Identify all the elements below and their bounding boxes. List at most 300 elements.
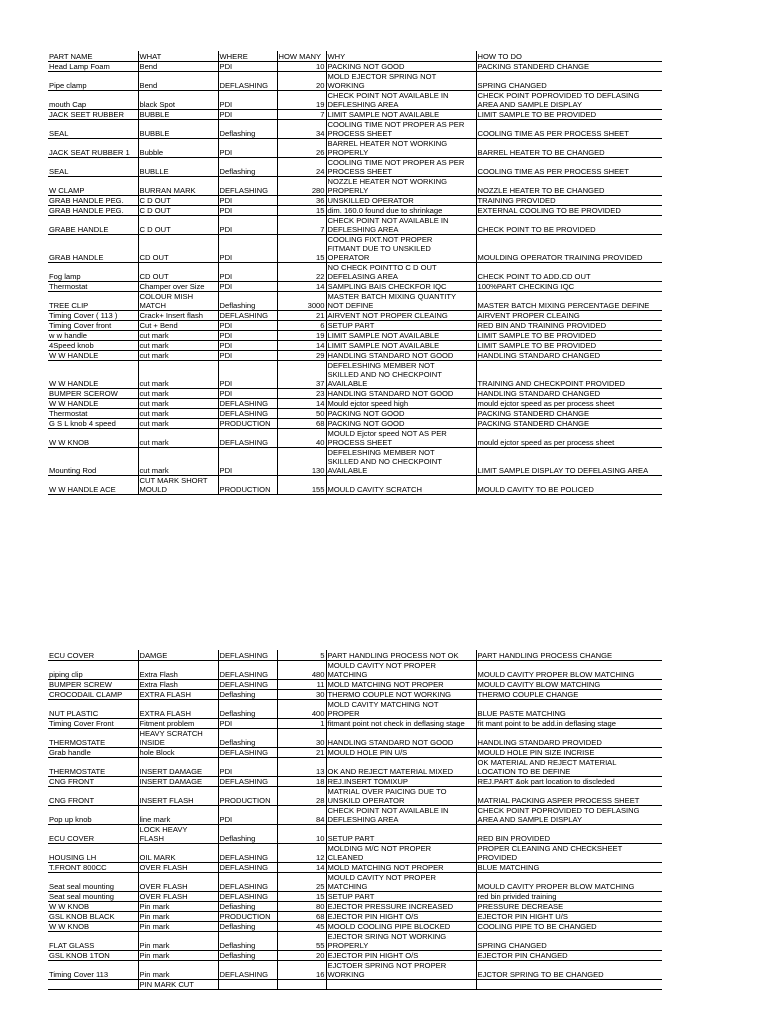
cell-how-to-do — [476, 979, 662, 989]
cell-why: HANDLING STANDARD NOT GOOD — [326, 728, 476, 747]
table-row — [48, 660, 662, 679]
cell-where: DEFLASHING — [218, 776, 277, 786]
cell-how-to-do: LIMIT SAMPLE TO BE PROVIDED — [476, 110, 662, 120]
table-row — [48, 91, 662, 110]
cell-how-many: 55 — [277, 931, 326, 950]
cell-how-many: 45 — [277, 921, 326, 931]
cell-where: DEFLASHING — [218, 650, 277, 660]
cell-how-many: 7 — [277, 110, 326, 120]
cell-what: Bend — [138, 72, 218, 91]
cell-part-name: HOUSING LH — [48, 843, 138, 862]
cell-where: PDI — [218, 361, 277, 389]
table-row — [48, 216, 662, 235]
cell-why: NO CHECK POINTTO C D OUT DEFELASING AREA — [326, 263, 476, 282]
cell-why: THERMO COUPLE NOT WORKING — [326, 689, 476, 699]
cell-why: CHECK POINT NOT AVAILABLE IN DEFLESHING AREA — [326, 91, 476, 110]
table-row — [48, 177, 662, 196]
cell-how-to-do: 100%PART CHECKING IQC — [476, 282, 662, 292]
cell-how-to-do: THERMO COUPLE CHANGE — [476, 689, 662, 699]
cell-where: DEFLASHING — [218, 891, 277, 901]
cell-why: HANDLING STANDARD NOT GOOD — [326, 389, 476, 399]
cell-part-name: THERMOSTATE — [48, 728, 138, 747]
header-how-many: HOW MANY — [277, 51, 326, 62]
cell-what: Bubble — [138, 139, 218, 158]
cell-part-name: 4Speed knob — [48, 341, 138, 351]
cell-what: Extra Flash — [138, 660, 218, 679]
cell-how-to-do: COOLING TIME AS PER PROCESS SHEET — [476, 158, 662, 177]
cell-where: PDI — [218, 62, 277, 72]
table-row — [48, 206, 662, 216]
cell-how-to-do: LIMIT SAMPLE DISPLAY TO DEFELASING AREA — [476, 448, 662, 476]
cell-what: HEAVY SCRATCH INSIDE — [138, 728, 218, 747]
cell-how-many: 13 — [277, 757, 326, 776]
header-what: WHAT — [138, 51, 218, 62]
cell-how-many: 30 — [277, 689, 326, 699]
cell-why: MOULD HOLE PIN U/S — [326, 747, 476, 757]
cell-part-name — [48, 979, 138, 989]
cell-why: HANDLING STANDARD NOT GOOD — [326, 351, 476, 361]
cell-why: COOLING FIXT.NOT PROPER FITMANT DUE TO UNSKILED OPERATOR — [326, 235, 476, 263]
cell-part-name: w w handle — [48, 331, 138, 341]
cell-what: CD OUT — [138, 235, 218, 263]
cell-what: LOCK HEAVY FLASH — [138, 824, 218, 843]
table-row — [48, 399, 662, 409]
cell-why: fitmant point not check in deflasing stage — [326, 718, 476, 728]
cell-how-many: 11 — [277, 679, 326, 689]
cell-how-many: 1 — [277, 718, 326, 728]
table-row — [48, 699, 662, 718]
cell-how-to-do: NOZZLE HEATER TO BE CHANGED — [476, 177, 662, 196]
header-where: WHERE — [218, 51, 277, 62]
cell-part-name: piping clip — [48, 660, 138, 679]
cell-where: Deflashing — [218, 120, 277, 139]
cell-what: INSERT FLASH — [138, 786, 218, 805]
cell-how-many: 28 — [277, 786, 326, 805]
header-row — [48, 51, 662, 62]
cell-what: Fitment problem — [138, 718, 218, 728]
cell-where: DEFLASHING — [218, 660, 277, 679]
cell-what: EXTRA FLASH — [138, 699, 218, 718]
cell-how-many: 3000 — [277, 292, 326, 311]
table-row — [48, 950, 662, 960]
cell-what: Champer over Size — [138, 282, 218, 292]
cell-how-to-do: HANDLING STANDARD CHANGED — [476, 389, 662, 399]
cell-why: Mould ejctor speed high — [326, 399, 476, 409]
cell-how-many: 30 — [277, 728, 326, 747]
table-row — [48, 321, 662, 331]
table-row — [48, 331, 662, 341]
cell-part-name: W W KNOB — [48, 921, 138, 931]
cell-what: OVER FLASH — [138, 891, 218, 901]
table-row — [48, 311, 662, 321]
cell-why: MOULD CAVITY NOT PROPER MATCHING — [326, 872, 476, 891]
table-row — [48, 341, 662, 351]
cell-where: PDI — [218, 206, 277, 216]
table-row — [48, 747, 662, 757]
cell-where: DEFLASHING — [218, 311, 277, 321]
table-row — [48, 351, 662, 361]
cell-how-many: 26 — [277, 139, 326, 158]
cell-how-many: 29 — [277, 351, 326, 361]
cell-how-to-do: CHECK POINT POPROVIDED TO DEFLASING AREA AND SAMPLE DISPLAY — [476, 91, 662, 110]
cell-what: PIN MARK CUT — [138, 979, 218, 989]
cell-how-to-do: OK MATERIAL AND REJECT MATERIAL LOCATION TO BE DEFINE — [476, 757, 662, 776]
cell-how-many: 24 — [277, 158, 326, 177]
cell-part-name: JACK SEAT RUBBER 1 — [48, 139, 138, 158]
cell-where: PDI — [218, 263, 277, 282]
cell-how-to-do: PACKING STANDERD CHANGE — [476, 62, 662, 72]
table-row — [48, 110, 662, 120]
cell-how-to-do: MOULDING OPERATOR TRAINING PROVIDED — [476, 235, 662, 263]
cell-why: SETUP PART — [326, 321, 476, 331]
table-row — [48, 776, 662, 786]
cell-how-to-do: LIMIT SAMPLE TO BE PROVIDED — [476, 331, 662, 341]
cell-why: COOLING TIME NOT PROPER AS PER PROCESS SHEET — [326, 120, 476, 139]
cell-part-name: Thermostat — [48, 282, 138, 292]
cell-part-name: W W KNOB — [48, 901, 138, 911]
cell-where: PDI — [218, 448, 277, 476]
cell-part-name: ECU COVER — [48, 824, 138, 843]
cell-why: SAMPLING BAIS CHECKFOR IQC — [326, 282, 476, 292]
cell-how-many: 19 — [277, 91, 326, 110]
table-row — [48, 891, 662, 901]
cell-how-many: 15 — [277, 206, 326, 216]
cell-part-name: GRAB HANDLE PEG. — [48, 206, 138, 216]
cell-how-many: 155 — [277, 476, 326, 495]
cell-why: MOULD Ejctor speed NOT AS PER PROCESS SHEET — [326, 429, 476, 448]
cell-why: LIMIT SAMPLE NOT AVAILABLE — [326, 331, 476, 341]
cell-how-many: 40 — [277, 429, 326, 448]
cell-how-to-do: EJECTOR PIN HIGHT U/S — [476, 911, 662, 921]
cell-what: Cut + Bend — [138, 321, 218, 331]
table-row — [48, 361, 662, 389]
table-row — [48, 72, 662, 91]
cell-why: MOLD MATCHING NOT PROPER — [326, 862, 476, 872]
cell-why: EJECTOR PIN HIGHT O/S — [326, 911, 476, 921]
cell-where: PDI — [218, 282, 277, 292]
cell-how-many: 20 — [277, 72, 326, 91]
table-row — [48, 429, 662, 448]
cell-how-many: 23 — [277, 389, 326, 399]
cell-why: MOOLD COOLING PIPE BLOCKED — [326, 921, 476, 931]
cell-how-to-do: EJCTOR SPRING TO BE CHANGED — [476, 960, 662, 979]
cell-part-name: ECU COVER — [48, 650, 138, 660]
cell-what: OVER FLASH — [138, 872, 218, 891]
cell-how-to-do: LIMIT SAMPLE TO BE PROVIDED — [476, 341, 662, 351]
cell-what: Pin mark — [138, 950, 218, 960]
cell-why: BARREL HEATER NOT WORKING PROPERLY — [326, 139, 476, 158]
cell-why: AIRVENT NOT PROPER CLEAING — [326, 311, 476, 321]
cell-part-name: W CLAMP — [48, 177, 138, 196]
cell-part-name: SEAL — [48, 158, 138, 177]
cell-how-many: 14 — [277, 282, 326, 292]
cell-where: PDI — [218, 216, 277, 235]
cell-why: MATRIAL OVER PAICING DUE TO UNSKILD OPERATOR — [326, 786, 476, 805]
cell-how-many: 36 — [277, 196, 326, 206]
cell-how-many: 14 — [277, 399, 326, 409]
cell-part-name: BUMPER SCEROW — [48, 389, 138, 399]
cell-how-to-do: EJECTOR PIN CHANGED — [476, 950, 662, 960]
table-row — [48, 901, 662, 911]
cell-where: Deflashing — [218, 699, 277, 718]
cell-why: PACKING NOT GOOD — [326, 409, 476, 419]
cell-how-to-do: MOULD CAVITY PROPER BLOW MATCHING — [476, 872, 662, 891]
cell-what: Pin mark — [138, 901, 218, 911]
cell-part-name: T.FRONT 800CC — [48, 862, 138, 872]
table-row — [48, 872, 662, 891]
cell-what: C D OUT — [138, 196, 218, 206]
cell-why: PART HANDLING PROCESS NOT OK — [326, 650, 476, 660]
cell-part-name: Timing Cover 113 — [48, 960, 138, 979]
cell-where: PRODUCTION — [218, 786, 277, 805]
cell-how-many: 25 — [277, 872, 326, 891]
cell-what: COLOUR MISH MATCH — [138, 292, 218, 311]
cell-part-name: W W HANDLE — [48, 361, 138, 389]
cell-where: PDI — [218, 718, 277, 728]
cell-where: PDI — [218, 757, 277, 776]
table-row — [48, 235, 662, 263]
cell-where: DEFLASHING — [218, 679, 277, 689]
table-row — [48, 389, 662, 399]
cell-why: MOULD CAVITY NOT PROPER MATCHING — [326, 660, 476, 679]
cell-how-many: 7 — [277, 216, 326, 235]
table-row — [48, 448, 662, 476]
cell-how-many: 80 — [277, 901, 326, 911]
table-row — [48, 843, 662, 862]
cell-where: PDI — [218, 196, 277, 206]
cell-what: Pin mark — [138, 911, 218, 921]
cell-part-name: W W HANDLE — [48, 351, 138, 361]
cell-where: PDI — [218, 389, 277, 399]
cell-how-many: 12 — [277, 843, 326, 862]
cell-what: cut mark — [138, 419, 218, 429]
cell-how-many: 10 — [277, 62, 326, 72]
cell-how-to-do: PACKING STANDERD CHANGE — [476, 419, 662, 429]
cell-what: cut mark — [138, 389, 218, 399]
cell-what: INSERT DAMAGE — [138, 776, 218, 786]
cell-what: cut mark — [138, 399, 218, 409]
cell-how-many: 5 — [277, 650, 326, 660]
cell-how-many: 6 — [277, 321, 326, 331]
cell-what: cut mark — [138, 429, 218, 448]
table-row — [48, 728, 662, 747]
cell-how-to-do: PROPER CLEANING AND CHECKSHEET PROVIDED — [476, 843, 662, 862]
cell-how-to-do: MASTER BATCH MIXING PERCENTAGE DEFINE — [476, 292, 662, 311]
cell-what: BUBBLE — [138, 110, 218, 120]
cell-part-name: Pipe clamp — [48, 72, 138, 91]
cell-how-to-do: mould ejctor speed as per process sheet — [476, 399, 662, 409]
cell-where: DEFLASHING — [218, 872, 277, 891]
cell-how-many: 14 — [277, 341, 326, 351]
table-row — [48, 650, 662, 660]
cell-why: MOLD CAVITY MATCHING NOT PROPER — [326, 699, 476, 718]
cell-why: SETUP PART — [326, 824, 476, 843]
cell-why: LIMIT SAMPLE NOT AVAILABLE — [326, 110, 476, 120]
cell-what: EXTRA FLASH — [138, 689, 218, 699]
cell-how-many: 68 — [277, 911, 326, 921]
table-row — [48, 979, 662, 989]
cell-how-to-do: MOULD CAVITY BLOW MATCHING — [476, 679, 662, 689]
cell-how-many — [277, 979, 326, 989]
cell-how-to-do: MOULD CAVITY TO BE POLICED — [476, 476, 662, 495]
cell-why: LIMIT SAMPLE NOT AVAILABLE — [326, 341, 476, 351]
cell-how-many: 84 — [277, 805, 326, 824]
table-row — [48, 679, 662, 689]
table-row — [48, 931, 662, 950]
cell-how-to-do: EXTERNAL COOLING TO BE PROVIDED — [476, 206, 662, 216]
cell-what: BURRAN MARK — [138, 177, 218, 196]
cell-why: PACKING NOT GOOD — [326, 62, 476, 72]
cell-part-name: CNG FRONT — [48, 786, 138, 805]
cell-why: dim. 160.0 found due to shrinkage — [326, 206, 476, 216]
cell-how-many: 20 — [277, 950, 326, 960]
cell-where: DEFLASHING — [218, 409, 277, 419]
table-row — [48, 158, 662, 177]
cell-how-to-do: RED BIN PROVIDED — [476, 824, 662, 843]
cell-where: PDI — [218, 91, 277, 110]
cell-how-to-do: MATRIAL PACKING ASPER PROCESS SHEET — [476, 786, 662, 805]
cell-part-name: Seat seal mounting — [48, 891, 138, 901]
cell-how-to-do: red bin privided training — [476, 891, 662, 901]
table-row — [48, 689, 662, 699]
cell-how-many: 280 — [277, 177, 326, 196]
cell-how-many: 10 — [277, 824, 326, 843]
cell-part-name: Timing Cover front — [48, 321, 138, 331]
cell-part-name: FLAT GLASS — [48, 931, 138, 950]
cell-where: PDI — [218, 235, 277, 263]
cell-how-to-do: CHECK POINT POPROVIDED TO DEFLASING AREA AND SAMPLE DISPLAY — [476, 805, 662, 824]
cell-how-many: 400 — [277, 699, 326, 718]
cell-what: hole Block — [138, 747, 218, 757]
cell-where: DEFLASHING — [218, 862, 277, 872]
cell-where: DEFLASHING — [218, 177, 277, 196]
cell-why — [326, 979, 476, 989]
cell-how-to-do: COOLING PIPE TO BE CHANGED — [476, 921, 662, 931]
cell-what: C D OUT — [138, 206, 218, 216]
cell-part-name: SEAL — [48, 120, 138, 139]
cell-what: black Spot — [138, 91, 218, 110]
table-row — [48, 62, 662, 72]
cell-how-many: 22 — [277, 263, 326, 282]
cell-part-name: Mounting Rod — [48, 448, 138, 476]
cell-where: PDI — [218, 341, 277, 351]
cell-how-many: 130 — [277, 448, 326, 476]
cell-why: COOLING TIME NOT PROPER AS PER PROCESS SHEET — [326, 158, 476, 177]
cell-what: Extra Flash — [138, 679, 218, 689]
cell-where: DEFLASHING — [218, 843, 277, 862]
table-row — [48, 824, 662, 843]
cell-where: PRODUCTION — [218, 419, 277, 429]
cell-why: EJECTOR PIN HIGHT O/S — [326, 950, 476, 960]
cell-how-many: 19 — [277, 331, 326, 341]
cell-where: DEFLASHING — [218, 429, 277, 448]
cell-part-name: Timing Cover Front — [48, 718, 138, 728]
cell-part-name: GRAB HANDLE — [48, 235, 138, 263]
cell-how-to-do: BLUE PASTE MATCHING — [476, 699, 662, 718]
cell-how-to-do: TRAINING AND CHECKPOINT PROVIDED — [476, 361, 662, 389]
cell-how-to-do: MOULD CAVITY PROPER BLOW MATCHING — [476, 660, 662, 679]
table-row — [48, 862, 662, 872]
cell-how-many: 14 — [277, 862, 326, 872]
cell-how-many: 34 — [277, 120, 326, 139]
cell-what: CD OUT — [138, 263, 218, 282]
cell-how-many: 480 — [277, 660, 326, 679]
cell-how-to-do: SPRING CHANGED — [476, 931, 662, 950]
cell-part-name: Seat seal mounting — [48, 872, 138, 891]
cell-how-to-do: REJ.PART &ok part location to discleded — [476, 776, 662, 786]
cell-why: MOULD CAVITY SCRATCH — [326, 476, 476, 495]
cell-what: C D OUT — [138, 216, 218, 235]
cell-where: PDI — [218, 805, 277, 824]
cell-part-name: THERMOSTATE — [48, 757, 138, 776]
table-row — [48, 282, 662, 292]
cell-where: DEFLASHING — [218, 960, 277, 979]
cell-why: UNSKILLED OPERATOR — [326, 196, 476, 206]
header-how-to-do: HOW TO DO — [476, 51, 662, 62]
table-row — [48, 292, 662, 311]
table-row — [48, 139, 662, 158]
cell-how-many: 68 — [277, 419, 326, 429]
cell-what: line mark — [138, 805, 218, 824]
cell-how-many: 21 — [277, 311, 326, 321]
table-row — [48, 120, 662, 139]
cell-how-many: 15 — [277, 235, 326, 263]
cell-part-name: Fog lamp — [48, 263, 138, 282]
cell-how-to-do: TRAINING PROVIDED — [476, 196, 662, 206]
cell-where: Deflashing — [218, 931, 277, 950]
cell-how-many: 18 — [277, 776, 326, 786]
cell-where: Defiashing — [218, 901, 277, 911]
cell-why: MOLD EJECTOR SPRING NOT WORKING — [326, 72, 476, 91]
cell-part-name: BUMPER SCREW — [48, 679, 138, 689]
cell-part-name: JACK SEET RUBBER — [48, 110, 138, 120]
cell-where: Deflashing — [218, 689, 277, 699]
cell-what: Pin mark — [138, 921, 218, 931]
cell-where: PDI — [218, 139, 277, 158]
table-row — [48, 757, 662, 776]
cell-part-name: G S L knob 4 speed — [48, 419, 138, 429]
cell-where: Deflashing — [218, 950, 277, 960]
cell-why: DEFELESHING MEMBER NOT SKILLED AND NO CHECKPOINT AVAILABLE — [326, 361, 476, 389]
cell-where: Deflashing — [218, 158, 277, 177]
table-row — [48, 419, 662, 429]
cell-how-to-do: fit mant point to be add.in deflasing stage — [476, 718, 662, 728]
cell-part-name: TREE CLIP — [48, 292, 138, 311]
cell-how-to-do: CHECK POINT TO ADD.CD OUT — [476, 263, 662, 282]
cell-where: PRODUCTION — [218, 476, 277, 495]
table-row — [48, 786, 662, 805]
cell-part-name: GRABE HANDLE — [48, 216, 138, 235]
cell-how-many: 50 — [277, 409, 326, 419]
cell-what: INSERT DAMAGE — [138, 757, 218, 776]
cell-what: OIL MARK — [138, 843, 218, 862]
cell-what: DAMGE — [138, 650, 218, 660]
cell-how-many: 15 — [277, 891, 326, 901]
cell-how-to-do: MOULD HOLE PIN SIZE INCRISE — [476, 747, 662, 757]
cell-how-to-do: PACKING STANDERD CHANGE — [476, 409, 662, 419]
cell-part-name: CNG FRONT — [48, 776, 138, 786]
cell-why: SETUP PART — [326, 891, 476, 901]
cell-what: Bend — [138, 62, 218, 72]
table-row — [48, 805, 662, 824]
cell-where: Deflashing — [218, 728, 277, 747]
cell-what: Pin mark — [138, 931, 218, 950]
cell-why: OK AND REJECT MATERIAL MIXED — [326, 757, 476, 776]
cell-how-to-do: HANDLING STANDARD PROVIDED — [476, 728, 662, 747]
cell-how-many: 37 — [277, 361, 326, 389]
table-row — [48, 718, 662, 728]
cell-why: MASTER BATCH MIXING QUANTITY NOT DEFINE — [326, 292, 476, 311]
